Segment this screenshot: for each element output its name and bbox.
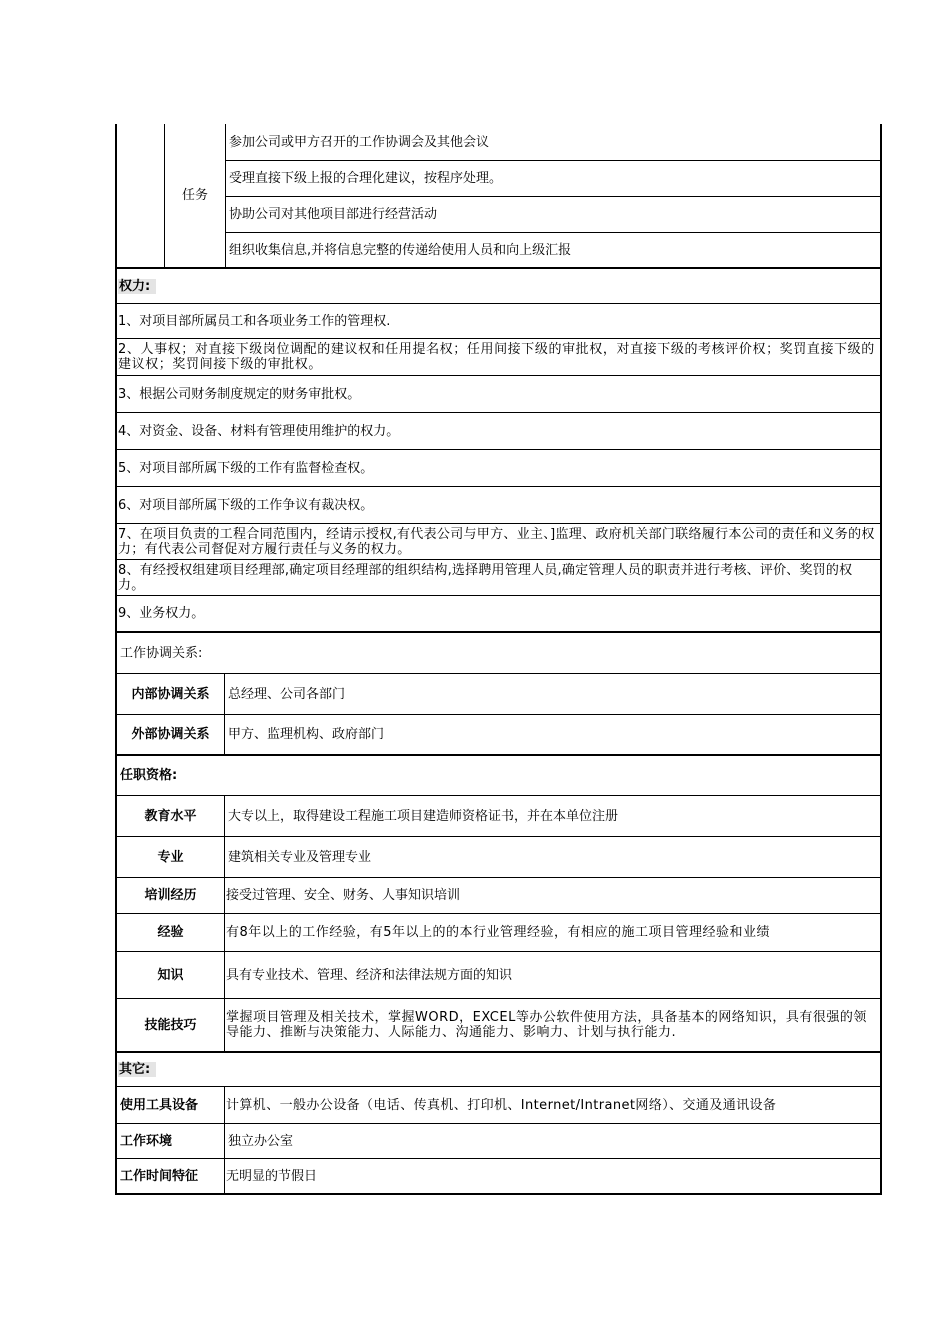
power-item: 3、根据公司财务制度规定的财务审批权。 — [118, 386, 361, 402]
external-coordination-value: 甲方、监理机构、政府部门 — [228, 727, 385, 742]
qualification-label-knowledge: 知识 — [157, 967, 184, 983]
qualification-label-training: 培训经历 — [144, 888, 197, 903]
task-item: 参加公司或甲方召开的工作协调会及其他会议 — [229, 134, 490, 150]
internal-coordination-label: 内部协调关系 — [131, 686, 210, 702]
qualification-section — [115, 756, 882, 1051]
qualification-value-education: 大专以上，取得建设工程施工项目建造师资格证书，并在本单位注册 — [228, 808, 619, 824]
power-item: 9、业务权力。 — [118, 606, 205, 621]
other-label-tools: 使用工具设备 — [120, 1097, 199, 1113]
power-section — [115, 269, 882, 631]
coordination-heading: 工作协调关系: — [120, 645, 203, 661]
qualification-label-major: 专业 — [157, 849, 184, 865]
task-item: 组织收集信息,并将信息完整的传递给使用人员和向上级汇报 — [229, 242, 572, 258]
other-label-environment: 工作环境 — [120, 1133, 173, 1149]
qualification-value-knowledge: 具有专业技术、管理、经济和法律法规方面的知识 — [226, 967, 513, 983]
external-coordination-label: 外部协调关系 — [131, 727, 210, 742]
power-item: 5、对项目部所属下级的工作有监督检查权。 — [118, 460, 374, 476]
qualification-label-experience: 经验 — [157, 925, 184, 940]
task-label: 任务 — [181, 188, 208, 203]
qualification-value-training: 接受过管理、安全、财务、人事知识培训 — [226, 888, 461, 903]
qualification-value-skills: 掌握项目管理及相关技术，掌握WORD，EXCEL等办公软件使用方法，具备基本的网络知识，具有很强的领导能力、推断与决策能力、人际能力、沟通能力、影响力、计划与执行能力. — [226, 1010, 867, 1040]
other-label-worktime: 工作时间特征 — [120, 1168, 199, 1184]
other-heading: 其它: — [117, 1053, 880, 1086]
qualification-heading: 任职资格: — [120, 768, 178, 783]
power-item: 7、在项目负责的工程合同范围内，经请示授权,有代表公司与甲方、业主、]监理、政府机关部门联络履行本公司的责任和义务的权力；有代表公司督促对方履行责任与义务的权力。 — [118, 526, 875, 557]
other-value-environment: 独立办公室 — [228, 1133, 294, 1149]
other-value-worktime: 无明显的节假日 — [226, 1168, 318, 1184]
power-item: 4、对资金、设备、材料有管理使用维护的权力。 — [118, 423, 400, 439]
power-item: 6、对项目部所属下级的工作争议有裁决权。 — [118, 497, 374, 513]
coordination-section — [115, 633, 882, 754]
task-item: 协助公司对其他项目部进行经营活动 — [229, 207, 438, 222]
other-value-tools: 计算机、一般办公设备（电话、传真机、打印机、Internet/Intranet网络）、交通及通讯设备 — [226, 1097, 777, 1113]
other-section — [115, 1053, 882, 1193]
qualification-label-skills: 技能技巧 — [144, 1017, 197, 1033]
internal-coordination-value: 总经理、公司各部门 — [228, 686, 346, 702]
power-item: 8、有经授权组建项目经理部,确定项目经理部的组织结构,选择聘用管理人员,确定管理人员的职责并进行考核、评价、奖罚的权力。 — [118, 562, 853, 593]
task-section — [115, 124, 882, 267]
power-item: 1、对项目部所属员工和各项业务工作的管理权. — [118, 313, 391, 329]
power-heading: 权力: — [117, 269, 880, 303]
qualification-value-major: 建筑相关专业及管理专业 — [228, 849, 372, 865]
power-item: 2、人事权；对直接下级岗位调配的建议权和任用提名权；任用间接下级的审批权，对直接下级的考核评价权；奖罚直接下级的建议权；奖罚间接下级的审批权。 — [118, 342, 875, 372]
qualification-label-education: 教育水平 — [144, 808, 197, 824]
qualification-value-experience: 有8年以上的工作经验，有5年以上的的本行业管理经验，有相应的施工项目管理经验和业绩 — [226, 925, 771, 940]
task-item: 受理直接下级上报的合理化建议，按程序处理。 — [229, 171, 503, 186]
